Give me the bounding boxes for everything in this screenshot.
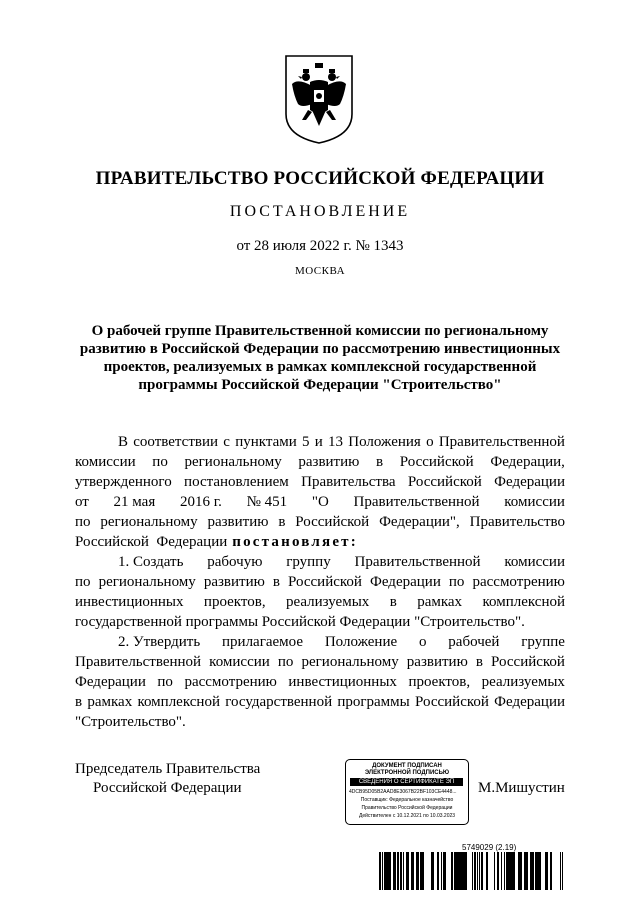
word: в (278, 514, 286, 530)
word: Федерации (75, 674, 146, 690)
subject-line: О рабочей группе Правительственной комиссии по региональному (91, 323, 549, 339)
word: региональному (98, 574, 196, 590)
word: рабочей (448, 634, 500, 650)
word: комиссии (504, 494, 565, 510)
word: рамках (87, 694, 133, 710)
text-line (75, 492, 565, 512)
word: проектов, (408, 674, 471, 690)
word: в (376, 454, 384, 470)
word: региональному (184, 454, 282, 470)
word: развитию (203, 574, 265, 590)
word: с (223, 434, 230, 450)
word: проектов, (203, 594, 266, 610)
word: Положение (324, 634, 398, 650)
word: Российской (288, 574, 362, 590)
word: соответствии (133, 434, 219, 450)
word: инвестиционных (288, 674, 397, 690)
word: по (157, 674, 173, 690)
word: региональному (301, 654, 399, 670)
word: 1. Создать (118, 554, 184, 570)
signatory-title-line: Председатель Правительства (75, 761, 261, 777)
word: Федерации (494, 694, 565, 710)
word: программы (337, 694, 410, 710)
word: по (277, 654, 294, 670)
word: группе (521, 634, 565, 650)
text-line (75, 472, 565, 492)
stamp-certificate-header: СВЕДЕНИЯ О СЕРТИФИКАТЕ ЭП (350, 778, 463, 786)
word: комплексной (137, 694, 220, 710)
text-line: "Строительство". (75, 714, 186, 730)
word: постановлением (184, 474, 289, 490)
word: Российской (295, 514, 370, 530)
electronic-signature-stamp (345, 759, 469, 825)
text-line (75, 512, 565, 532)
word: Положения (348, 434, 421, 450)
text-line (75, 572, 565, 592)
word: "О (311, 494, 329, 510)
stamp-line: ДОКУМЕНТ ПОДПИСАН (372, 763, 442, 769)
word: Правительства (301, 474, 396, 490)
document-type: ПОСТАНОВЛЕНИЕ (229, 203, 411, 220)
text-line (75, 672, 565, 692)
word: в (272, 574, 280, 590)
word: группу (286, 554, 331, 570)
stamp-line: ЭЛЕКТРОННОЙ ПОДПИСЬЮ (364, 770, 450, 776)
paragraph-preamble (75, 432, 565, 552)
word: комплексной (482, 594, 565, 610)
word: реализуемых (285, 594, 370, 610)
word: Российской (491, 654, 565, 670)
word: в (475, 654, 483, 670)
stamp-certificate-id: 4DCB95D05B2AAD8E3067B22BF103CE4448... (349, 789, 457, 795)
word: в (389, 594, 397, 610)
word: Федерации (494, 474, 565, 490)
word: рассмотрению (184, 674, 277, 690)
word: комиссии (504, 554, 565, 570)
word: развитию (406, 654, 468, 670)
text-line (75, 532, 565, 552)
text-line (75, 592, 565, 612)
document-code: 5749029 (2.19) (462, 843, 517, 852)
resolves-word: постановляет: (232, 534, 358, 550)
word: развитию (298, 454, 360, 470)
text-line: государственной программы Российской Федерации "Строительство". (75, 614, 525, 630)
paragraph-item-2 (75, 632, 565, 732)
government-title: ПРАВИТЕЛЬСТВО РОССИЙСКОЙ ФЕДЕРАЦИИ (95, 168, 545, 189)
text-line (75, 652, 565, 672)
stamp-validity: Действителен с 10.12.2021 по 10.03.2023 (358, 813, 456, 819)
word: комиссии (209, 654, 270, 670)
word: рабочую (207, 554, 263, 570)
text-fragment: Российской Федерации (75, 534, 228, 550)
word: № 451 (246, 494, 288, 510)
word: Правительственной (438, 434, 565, 450)
word: 5 (302, 434, 310, 450)
barcode-icon (378, 852, 565, 890)
word: по (75, 574, 91, 590)
word: комиссии (75, 454, 136, 470)
word: Федерации, (490, 454, 565, 470)
text-line (75, 552, 565, 572)
stamp-issuer: Поставщик: Федеральное казначейство (360, 797, 454, 803)
word: региональному (100, 514, 198, 530)
word: Федерации", (379, 514, 460, 530)
word: Российской (399, 454, 474, 470)
word: государственной (225, 694, 333, 710)
paragraph-item-1 (75, 552, 565, 632)
stamp-owner: Правительство Российской Федерации (361, 805, 453, 811)
word: 13 (328, 434, 344, 450)
word: 21 мая (113, 494, 156, 510)
word: рассмотрению (472, 574, 565, 590)
word: 2016 г. (179, 494, 222, 510)
word: прилагаемое (222, 634, 304, 650)
word: инвестиционных (75, 594, 184, 610)
word: по (152, 454, 168, 470)
word: Правительство (469, 514, 565, 530)
word: пунктами (235, 434, 297, 450)
word: реализуемых (481, 674, 565, 690)
word: Российской (414, 694, 489, 710)
city: МОСКВА (294, 265, 346, 277)
text-line (75, 692, 565, 712)
word: по (75, 514, 91, 530)
word: в (75, 694, 83, 710)
document-date-number: от 28 июля 2022 г. № 1343 (236, 238, 404, 254)
text-line (75, 632, 565, 652)
word: по (448, 574, 465, 590)
word: о (426, 434, 434, 450)
document-subject (60, 322, 580, 394)
word: развитию (207, 514, 269, 530)
word: 2. Утвердить (118, 634, 201, 650)
word: Правительственной (353, 494, 480, 510)
subject-line: программы Российской Федерации "Строительство" (138, 377, 502, 393)
word: Правительственной (75, 654, 202, 670)
double-headed-eagle-emblem-icon (282, 52, 356, 146)
text-line (75, 452, 565, 472)
signer-name: М.Мишустин (478, 780, 565, 796)
word: Российской (407, 474, 482, 490)
word: Правительственной (354, 554, 481, 570)
word: о (418, 634, 427, 650)
signatory-title-line: Российской Федерации (93, 780, 242, 796)
word: и (314, 434, 323, 450)
signatory-title (75, 760, 275, 798)
word: от (75, 494, 89, 510)
word: В (118, 434, 129, 450)
subject-line: развитию в Российской Федерации по рассмотрению инвестиционных (79, 341, 561, 357)
subject-line: проектов, реализуемых в рамках комплексной государственной (103, 359, 537, 375)
text-line (75, 432, 565, 452)
word: рамках (417, 594, 463, 610)
word: Федерации (370, 574, 441, 590)
word: утвержденного (75, 474, 172, 490)
